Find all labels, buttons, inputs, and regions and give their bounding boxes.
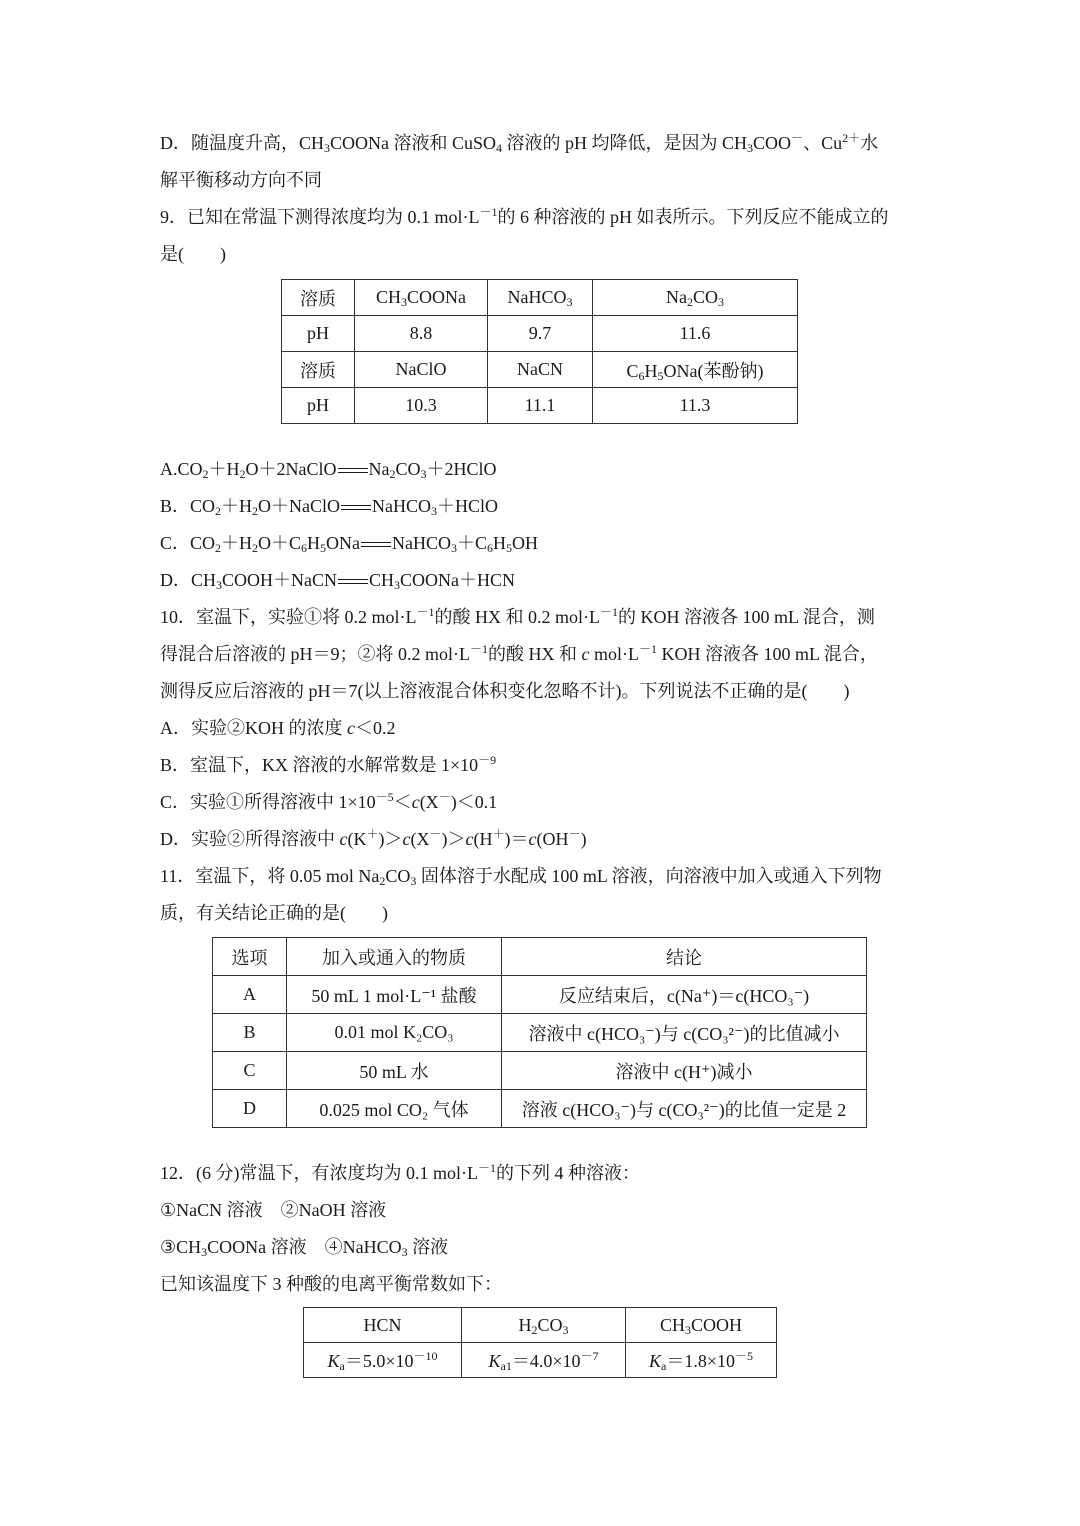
table-cell: 11.3 [593, 388, 798, 424]
q9-option-a: $A.CO_2+H_2O+2NaClO$ $Na_2CO_3+2HClO$ [160, 459, 497, 481]
table-cell: 10.3 [355, 388, 488, 424]
table-header: 结论 [502, 938, 867, 976]
table-cell: B [213, 1014, 287, 1052]
table-header: 加入或通入的物质 [287, 938, 502, 976]
table-row [213, 976, 867, 1014]
table-cell: 11.6 [593, 316, 798, 352]
equals-sign-icon [361, 541, 391, 549]
q8-option-d-line1: D．随温度升高，$CH_3COONa$ 溶液和 CuSO$_4$ 溶液的 pH 均降低，是因为 $CH_3COO^-$、$Cu^{2+}$水 [160, 131, 879, 155]
equals-sign-icon [338, 467, 368, 475]
table-header: $H_2CO_3$ [462, 1308, 626, 1343]
table-cell: $K_a=1.8\times 10^{-5}$ [626, 1343, 777, 1378]
table-row [213, 1014, 867, 1052]
q12-constants-intro: 已知该温度下 3 种酸的电离平衡常数如下： [160, 1274, 502, 1294]
equals-sign-icon [338, 578, 368, 586]
q9-ph-table [281, 279, 798, 424]
q9-option-c: C．$CO_2+H_2O+C_6H_5ONa$ $NaHCO_3+C_6H_5OH$ [160, 533, 539, 555]
q11-stem-line2: 质，有关结论正确的是( ) [160, 903, 388, 923]
table-cell: 50 mL 1 mol·L⁻¹ 盐酸 [287, 976, 502, 1014]
table-header: HCN [304, 1308, 462, 1343]
q9-stem-line1: 9．已知在常温下测得浓度均为 0.1 $mol\cdot L^{-1}$的 6 种溶液的 pH 如表所示。下列反应不能成立的 [160, 205, 889, 227]
table-cell: D [213, 1090, 287, 1128]
q9-option-d: D．$CH_3COOH+NaCN$ $CH_3COONa+HCN$ [160, 570, 516, 592]
q12-solutions-line2: $③CH_3COONa$ 溶液 ④NaHCO$_3$ 溶液 [160, 1237, 449, 1259]
table-cell: NaCN [488, 352, 593, 388]
q10-option-d: D．实验②所得溶液中 c(K＋)＞c(X－)＞c(H＋)＝c(OH－) [160, 827, 587, 849]
q12-constants-table [303, 1307, 777, 1378]
table-cell: 反应结束后，c(Na⁺)＝c(HCO₃⁻) [502, 976, 867, 1014]
table-cell: 溶质 [282, 352, 355, 388]
q10-option-c: C．实验①所得溶液中 $1\times 10^{-5}<c(X^-)<0.1$ [160, 790, 498, 812]
q11-options-table [212, 937, 867, 1128]
table-cell: $C_6H_5ONa$(苯酚钠) [593, 352, 798, 388]
table-cell: 8.8 [355, 316, 488, 352]
table-cell: 溶质 [282, 280, 355, 316]
table-row [213, 938, 867, 976]
table-row [282, 388, 798, 424]
table-row [213, 1090, 867, 1128]
table-row [282, 316, 798, 352]
q10-option-b: B．室温下，KX 溶液的水解常数是 $1\times 10^{-9}$ [160, 753, 497, 775]
table-row [304, 1343, 777, 1378]
q10-stem-line2: 得混合后溶液的 pH＝9；②将 0.2 $mol\cdot L^{-1}$的酸 HX 和 c $mol\cdot L^{-1}$ KOH 溶液各 100 mL 混合， [160, 642, 878, 664]
q8-option-d-line2: 解平衡移动方向不同 [160, 170, 322, 190]
table-cell: 溶液中 c(H⁺)减小 [502, 1052, 867, 1090]
table-cell: $K_a=5.0\times 10^{-10}$ [304, 1343, 462, 1378]
table-header: 选项 [213, 938, 287, 976]
table-cell: A [213, 976, 287, 1014]
table-cell: $CH_3COONa$ [355, 280, 488, 316]
table-cell: 0.01 mol K₂CO₃ [287, 1014, 502, 1052]
table-header: $CH_3COOH$ [626, 1308, 777, 1343]
table-row [213, 1052, 867, 1090]
table-cell: 9.7 [488, 316, 593, 352]
table-cell: 11.1 [488, 388, 593, 424]
table-cell: 溶液 c(HCO₃⁻)与 c(CO₃²⁻)的比值一定是 2 [502, 1090, 867, 1128]
table-cell: 50 mL 水 [287, 1052, 502, 1090]
q9-option-b: B．$CO_2+H_2O+NaClO$ NaHCO$_3$＋HClO [160, 496, 499, 518]
table-cell: pH [282, 316, 355, 352]
q10-stem-line1: 10．室温下，实验①将 0.2 $mol\cdot L^{-1}$的酸 HX 和 0.2 $mol\cdot L^{-1}$的 KOH 溶液各 100 mL 混合，测 [160, 605, 875, 627]
table-row [282, 280, 798, 316]
table-cell: 溶液中 c(HCO₃⁻)与 c(CO₃²⁻)的比值减小 [502, 1014, 867, 1052]
table-row [282, 352, 798, 388]
table-cell: 0.025 mol CO₂ 气体 [287, 1090, 502, 1128]
table-cell: $K_{a1}=4.0\times 10^{-7}$ [462, 1343, 626, 1378]
table-cell: $Na_2CO_3$ [593, 280, 798, 316]
table-row [304, 1308, 777, 1343]
q12-solutions-line1: ①NaCN 溶液 ②NaOH 溶液 [160, 1200, 387, 1220]
q10-option-a: A．实验②KOH 的浓度 c＜0.2 [160, 718, 396, 738]
table-cell: C [213, 1052, 287, 1090]
q9-stem-line2: 是( ) [160, 244, 226, 264]
q10-stem-line3: 测得反应后溶液的 pH＝7(以上溶液混合体积变化忽略不计)。下列说法不正确的是( ) [160, 681, 850, 701]
table-cell: pH [282, 388, 355, 424]
table-cell: NaHCO$_3$ [488, 280, 593, 316]
q11-stem-line1: 11．室温下，将 0.05 mol $Na_2CO_3$ 固体溶于水配成 100 mL 溶液，向溶液中加入或通入下列物 [160, 866, 882, 888]
table-cell: NaClO [355, 352, 488, 388]
q12-stem-line1: 12．(6 分)常温下，有浓度均为 0.1 $mol\cdot L^{-1}$的下列 4 种溶液： [160, 1161, 640, 1183]
equals-sign-icon [341, 504, 371, 512]
